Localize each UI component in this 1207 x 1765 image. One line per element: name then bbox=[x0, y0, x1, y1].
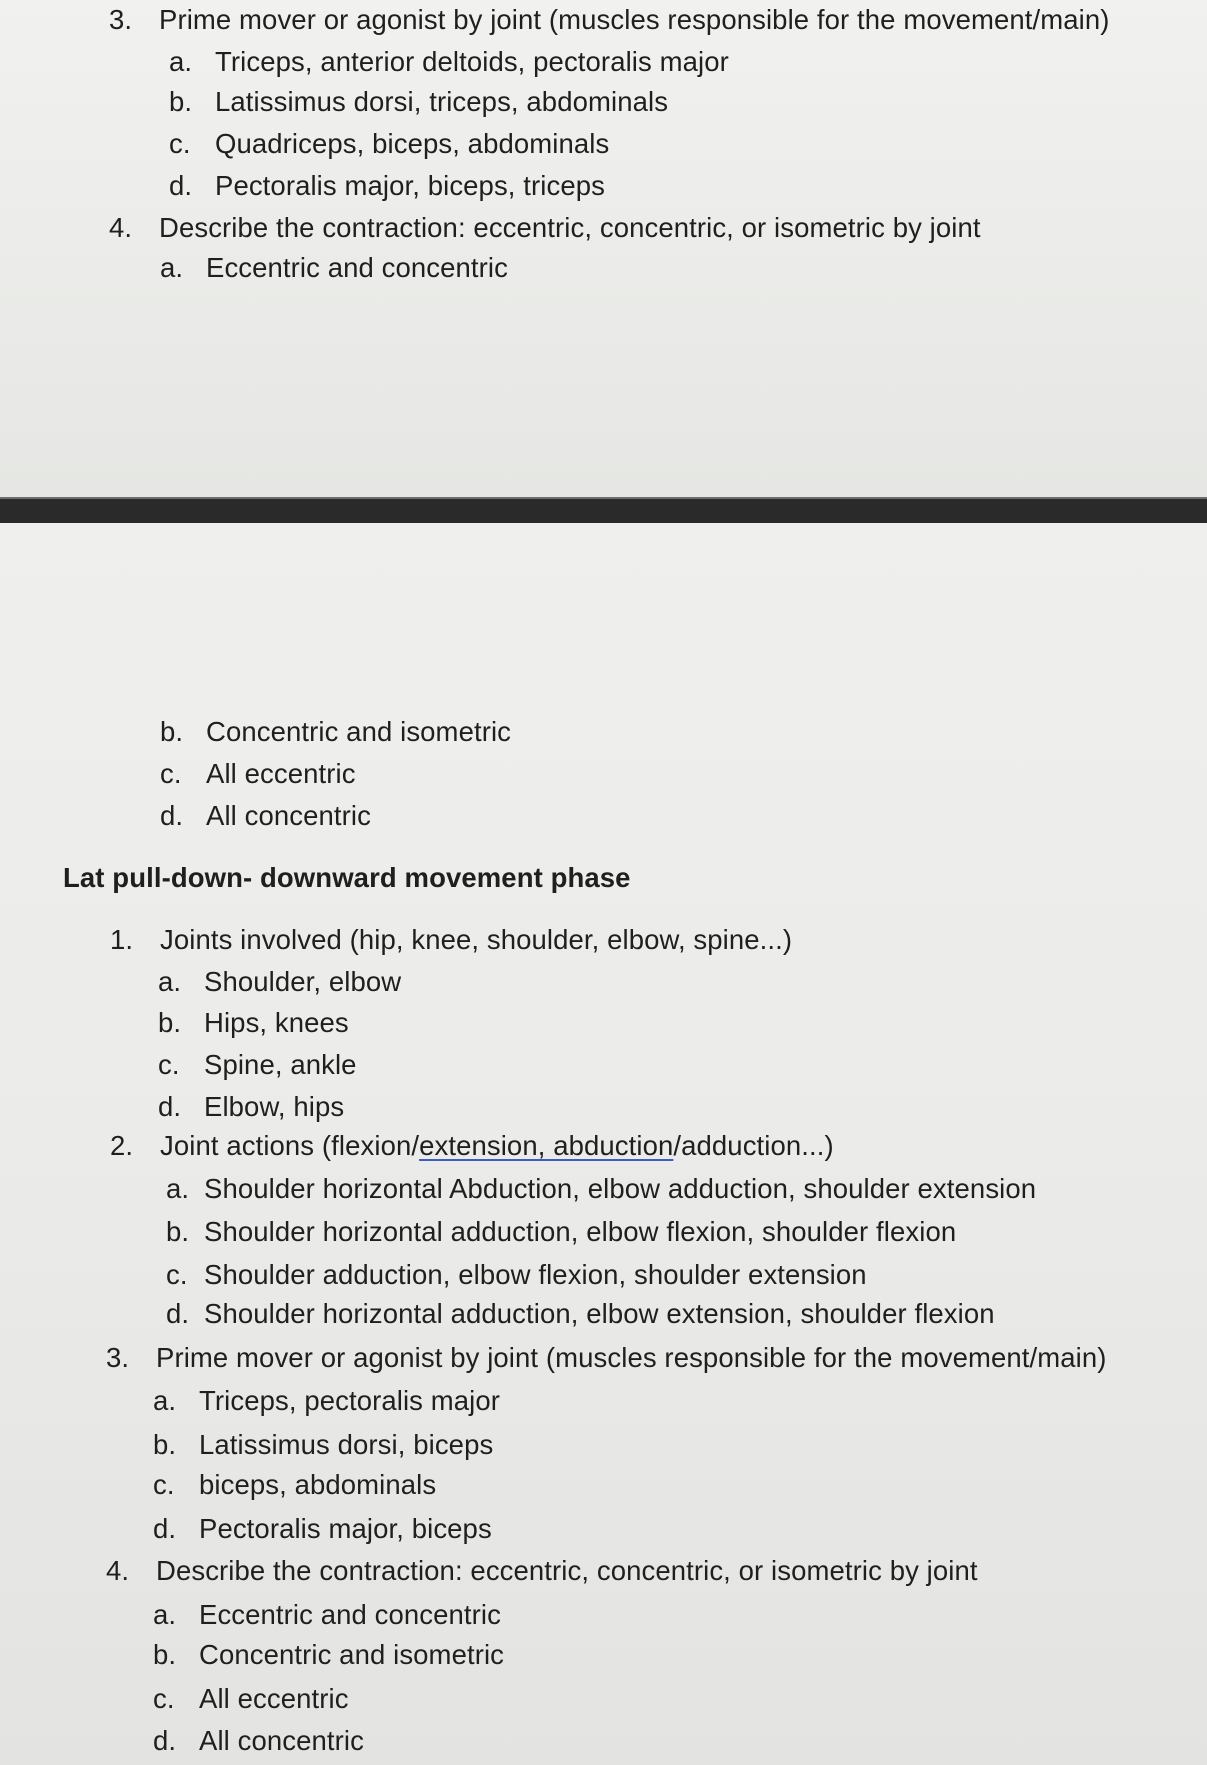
option-text: Spine, ankle bbox=[204, 1049, 357, 1080]
option-letter: d. bbox=[158, 1091, 182, 1122]
option-letter: c. bbox=[153, 1469, 175, 1500]
question-number: 2. bbox=[110, 1130, 134, 1161]
option-text: All concentric bbox=[206, 800, 371, 831]
bottom-question-3 bbox=[106, 1341, 1107, 1375]
option-letter: d. bbox=[166, 1298, 190, 1329]
q4-option-c bbox=[153, 1682, 349, 1716]
option-letter: c. bbox=[160, 758, 182, 789]
q1-option-d bbox=[158, 1090, 344, 1124]
continued-option-d bbox=[160, 799, 371, 833]
q3-option-c bbox=[153, 1468, 436, 1502]
question-text: Prime mover or agonist by joint (muscles responsible for the movement/main) bbox=[159, 4, 1110, 35]
top-question-3 bbox=[109, 3, 1110, 37]
option-letter: b. bbox=[153, 1429, 177, 1460]
option-letter: d. bbox=[153, 1513, 177, 1544]
question-text: Prime mover or agonist by joint (muscles responsible for the movement/main) bbox=[156, 1342, 1107, 1373]
option-letter: b. bbox=[153, 1639, 177, 1670]
underlined-text: extension, abduction bbox=[419, 1130, 674, 1161]
option-letter: a. bbox=[153, 1385, 177, 1416]
option-text: Shoulder horizontal adduction, elbow flexion, shoulder flexion bbox=[204, 1216, 957, 1247]
top-q3-option-b bbox=[169, 85, 668, 119]
top-q4-option-a bbox=[160, 251, 508, 285]
question-number: 1. bbox=[110, 924, 134, 955]
option-text: Eccentric and concentric bbox=[206, 252, 508, 283]
question-number: 3. bbox=[106, 1342, 130, 1373]
option-text: Triceps, anterior deltoids, pectoralis major bbox=[215, 46, 729, 77]
question-text: Describe the contraction: eccentric, concentric, or isometric by joint bbox=[156, 1555, 978, 1586]
option-letter: b. bbox=[158, 1007, 182, 1038]
option-text: Pectoralis major, biceps bbox=[199, 1513, 492, 1544]
bottom-question-4 bbox=[106, 1554, 978, 1588]
q1-option-a bbox=[158, 965, 401, 999]
option-letter: a. bbox=[166, 1173, 190, 1204]
option-text: Pectoralis major, biceps, triceps bbox=[215, 170, 605, 201]
option-letter: d. bbox=[160, 800, 184, 831]
option-text: biceps, abdominals bbox=[199, 1469, 437, 1500]
option-letter: a. bbox=[158, 966, 182, 997]
question-number: 4. bbox=[106, 1555, 130, 1586]
question-text-start: Joint actions (flexion/ bbox=[160, 1130, 420, 1161]
page-divider-bar bbox=[0, 497, 1207, 525]
option-text: Shoulder horizontal adduction, elbow extension, shoulder flexion bbox=[204, 1298, 995, 1329]
q4-option-b bbox=[153, 1638, 504, 1672]
option-letter: d. bbox=[169, 170, 193, 201]
option-letter: c. bbox=[169, 128, 191, 159]
q3-option-a bbox=[153, 1384, 500, 1418]
q3-option-d bbox=[153, 1512, 492, 1546]
option-text: All eccentric bbox=[199, 1683, 349, 1714]
q4-option-d bbox=[153, 1724, 364, 1758]
question-text: Joints involved (hip, knee, shoulder, elbow, spine...) bbox=[160, 924, 793, 955]
q2-option-d bbox=[166, 1297, 995, 1331]
q2-option-b bbox=[166, 1215, 956, 1249]
continued-option-b bbox=[160, 715, 511, 749]
option-text: Latissimus dorsi, triceps, abdominals bbox=[215, 86, 669, 117]
q3-option-b bbox=[153, 1428, 493, 1462]
option-text: Latissimus dorsi, biceps bbox=[199, 1429, 494, 1460]
top-q3-option-a bbox=[169, 45, 729, 79]
continued-option-c bbox=[160, 757, 356, 791]
option-text: Concentric and isometric bbox=[206, 716, 512, 747]
option-letter: b. bbox=[160, 716, 184, 747]
q4-option-a bbox=[153, 1598, 501, 1632]
option-text: Triceps, pectoralis major bbox=[199, 1385, 501, 1416]
bottom-question-1 bbox=[110, 923, 792, 957]
option-text: Elbow, hips bbox=[204, 1091, 345, 1122]
option-text: Hips, knees bbox=[204, 1007, 349, 1038]
option-letter: c. bbox=[158, 1049, 180, 1080]
top-q3-option-c bbox=[169, 127, 609, 161]
question-text-end: /adduction...) bbox=[673, 1130, 834, 1161]
question-text: Describe the contraction: eccentric, concentric, or isometric by joint bbox=[159, 212, 981, 243]
option-text: Concentric and isometric bbox=[199, 1639, 505, 1670]
bottom-question-2 bbox=[110, 1129, 834, 1163]
option-letter: a. bbox=[153, 1599, 177, 1630]
option-text: Quadriceps, biceps, abdominals bbox=[215, 128, 610, 159]
option-letter: d. bbox=[153, 1725, 177, 1756]
q2-option-c bbox=[166, 1258, 867, 1292]
q1-option-b bbox=[158, 1006, 349, 1040]
question-number: 3. bbox=[109, 4, 133, 35]
option-text: All concentric bbox=[199, 1725, 364, 1756]
option-text: Shoulder horizontal Abduction, elbow adduction, shoulder extension bbox=[204, 1173, 1037, 1204]
question-number: 4. bbox=[109, 212, 133, 243]
option-letter: c. bbox=[166, 1259, 188, 1290]
option-letter: a. bbox=[160, 252, 184, 283]
section-heading: Lat pull-down- downward movement phase bbox=[63, 862, 631, 893]
option-text: Eccentric and concentric bbox=[199, 1599, 501, 1630]
top-question-4 bbox=[109, 211, 981, 245]
option-letter: a. bbox=[169, 46, 193, 77]
option-text: Shoulder adduction, elbow flexion, shoulder extension bbox=[204, 1259, 867, 1290]
q1-option-c bbox=[158, 1048, 357, 1082]
option-letter: b. bbox=[166, 1216, 190, 1247]
option-letter: c. bbox=[153, 1683, 175, 1714]
option-letter: b. bbox=[169, 86, 193, 117]
option-text: Shoulder, elbow bbox=[204, 966, 402, 997]
q2-option-a bbox=[166, 1172, 1036, 1206]
top-q3-option-d bbox=[169, 169, 605, 203]
option-text: All eccentric bbox=[206, 758, 356, 789]
